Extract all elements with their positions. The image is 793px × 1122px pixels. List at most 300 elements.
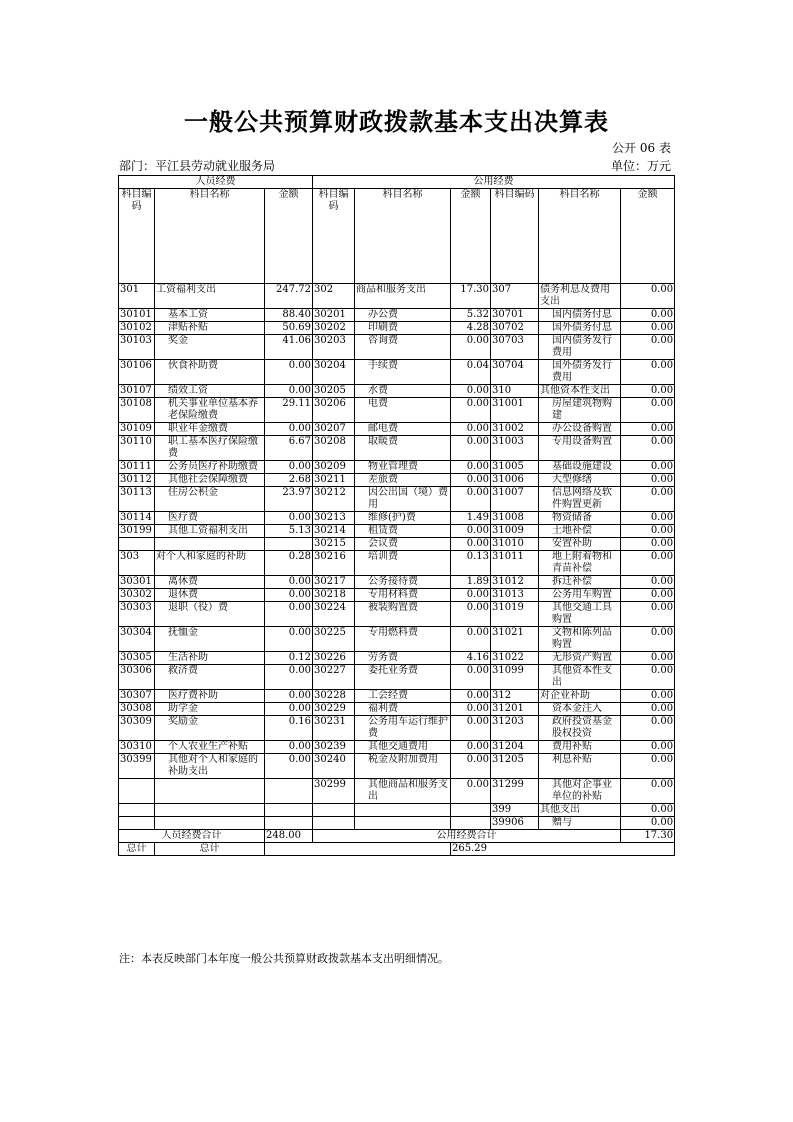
header-column-row: [119, 189, 675, 284]
cell-amount: 0.00: [621, 741, 675, 754]
cell-amount: 0.00: [451, 602, 491, 627]
cell-amount: 0.28: [265, 551, 313, 576]
cell-name: 被装购置费: [355, 602, 451, 627]
cell-name: 其他支出: [539, 804, 621, 817]
cell-name: 住房公积金: [155, 487, 265, 512]
cell-name: 土地补偿: [539, 525, 621, 538]
cell-name: 抚恤金: [155, 627, 265, 652]
cell-amount: 88.40: [265, 309, 313, 322]
cell-code: 301: [119, 284, 155, 309]
cell-code: 30114: [119, 512, 155, 525]
cell-name: 文物和陈列品购置: [539, 627, 621, 652]
header-group-row: [119, 176, 675, 189]
cell-name: 房屋建筑物购建: [539, 398, 621, 423]
cell-amount: 0.00: [451, 716, 491, 741]
cell-amount: [265, 817, 313, 830]
cell-amount: 0.00: [621, 335, 675, 360]
cell-code: 31019: [491, 602, 539, 627]
cell-name: 国内债务发行费用: [539, 335, 621, 360]
subtotal-row: [119, 830, 675, 843]
cell-name: 退职（役）费: [155, 602, 265, 627]
cell-amount: 0.00: [621, 703, 675, 716]
cell-name: 基本工资: [155, 309, 265, 322]
cell-code: 30107: [119, 385, 155, 398]
cell-name: 取暖费: [355, 436, 451, 461]
grand-total-label: 总计: [119, 843, 155, 856]
cell-amount: 0.00: [621, 817, 675, 830]
cell-amount: 0.00: [451, 703, 491, 716]
cell-name: 地上附着物和青苗补偿: [539, 551, 621, 576]
cell-amount: 0.00: [451, 665, 491, 690]
cell-amount: 0.00: [265, 589, 313, 602]
cell-code: [119, 817, 155, 830]
cell-amount: 0.00: [451, 461, 491, 474]
public-group-header: 公用经费: [313, 176, 675, 189]
cell-name: 赠与: [539, 817, 621, 830]
cell-code: 30202: [313, 322, 355, 335]
cell-amount: 0.00: [621, 436, 675, 461]
cell-name: 劳务费: [355, 652, 451, 665]
cell-amount: 0.00: [621, 538, 675, 551]
cell-name: 离休费: [155, 576, 265, 589]
cell-amount: 1.89: [451, 576, 491, 589]
table-row: [119, 512, 675, 525]
cell-name: 公务员医疗补助缴费: [155, 461, 265, 474]
table-row: [119, 525, 675, 538]
cell-name: 培训费: [355, 551, 451, 576]
cell-amount: 0.00: [621, 602, 675, 627]
cell-code: 31007: [491, 487, 539, 512]
cell-name: 会议费: [355, 538, 451, 551]
cell-name: 机关事业单位基本养老保险缴费: [155, 398, 265, 423]
public-total-value: 17.30: [621, 830, 675, 843]
cell-code: 30108: [119, 398, 155, 423]
cell-code: 30215: [313, 538, 355, 551]
cell-name: 伙食补助费: [155, 360, 265, 385]
cell-amount: 0.00: [451, 690, 491, 703]
cell-name: 维修(护)费: [355, 512, 451, 525]
cell-name: 退休费: [155, 589, 265, 602]
cell-code: 31204: [491, 741, 539, 754]
grand-total-row: [119, 843, 675, 856]
cell-amount: 0.00: [621, 754, 675, 779]
table-row: [119, 385, 675, 398]
cell-name: 其他交通工具购置: [539, 602, 621, 627]
cell-amount: 0.00: [265, 690, 313, 703]
cell-code: 307: [491, 284, 539, 309]
cell-code: 30224: [313, 602, 355, 627]
cell-name: 大型修缮: [539, 474, 621, 487]
cell-name: 物资储备: [539, 512, 621, 525]
table-row: [119, 423, 675, 436]
cell-code: 30205: [313, 385, 355, 398]
cell-code: 30213: [313, 512, 355, 525]
table-row: [119, 779, 675, 804]
cell-name: 医疗费: [155, 512, 265, 525]
cell-code: 30216: [313, 551, 355, 576]
cell-code: 31022: [491, 652, 539, 665]
cell-code: 399: [491, 804, 539, 817]
cell-amount: 0.16: [265, 716, 313, 741]
table-row: [119, 360, 675, 385]
cell-code: 31008: [491, 512, 539, 525]
cell-name: 奖励金: [155, 716, 265, 741]
col-name-header: 科目名称: [155, 189, 265, 284]
cell-code: 30110: [119, 436, 155, 461]
col-amount-header: 金额: [451, 189, 491, 284]
cell-code: 30106: [119, 360, 155, 385]
expenditure-table: [118, 175, 675, 856]
cell-amount: [451, 817, 491, 830]
cell-code: 310: [491, 385, 539, 398]
cell-code: 30109: [119, 423, 155, 436]
cell-amount: 0.00: [621, 309, 675, 322]
cell-code: 30207: [313, 423, 355, 436]
cell-code: 30229: [313, 703, 355, 716]
table-row: [119, 754, 675, 779]
table-row: [119, 335, 675, 360]
cell-name: [155, 817, 265, 830]
cell-code: 30310: [119, 741, 155, 754]
cell-name: 因公出国（境）费用: [355, 487, 451, 512]
cell-name: 个人农业生产补贴: [155, 741, 265, 754]
personnel-total-label: 人员经费合计: [119, 830, 265, 843]
table-row: [119, 487, 675, 512]
cell-code: 30199: [119, 525, 155, 538]
cell-code: 30303: [119, 602, 155, 627]
cell-code: 30239: [313, 741, 355, 754]
table-row: [119, 461, 675, 474]
table-row: [119, 322, 675, 335]
cell-code: 30399: [119, 754, 155, 779]
cell-name: 政府投资基金股权投资: [539, 716, 621, 741]
cell-code: 39906: [491, 817, 539, 830]
table-row: [119, 576, 675, 589]
cell-amount: 0.00: [265, 754, 313, 779]
cell-amount: 0.00: [451, 589, 491, 602]
department-label: 部门：平江县劳动就业服务局: [119, 159, 276, 173]
cell-code: 30702: [491, 322, 539, 335]
cell-name: [355, 804, 451, 817]
cell-name: 物业管理费: [355, 461, 451, 474]
cell-name: 办公设备购置: [539, 423, 621, 436]
cell-amount: 0.00: [621, 665, 675, 690]
table-row: [119, 398, 675, 423]
cell-name: 租赁费: [355, 525, 451, 538]
cell-name: 电费: [355, 398, 451, 423]
cell-name: [155, 779, 265, 804]
cell-name: 安置补助: [539, 538, 621, 551]
cell-name: 债务利息及费用支出: [539, 284, 621, 309]
cell-amount: 4.16: [451, 652, 491, 665]
cell-amount: 0.00: [621, 512, 675, 525]
cell-amount: 0.00: [451, 538, 491, 551]
cell-name: 公务接待费: [355, 576, 451, 589]
cell-name: 专用材料费: [355, 589, 451, 602]
cell-name: 福利费: [355, 703, 451, 716]
cell-amount: 0.00: [265, 461, 313, 474]
cell-name: 其他社会保障缴费: [155, 474, 265, 487]
cell-name: 工会经费: [355, 690, 451, 703]
cell-code: 30101: [119, 309, 155, 322]
table-row: [119, 716, 675, 741]
cell-code: 31001: [491, 398, 539, 423]
cell-name: 印刷费: [355, 322, 451, 335]
cell-amount: 5.32: [451, 309, 491, 322]
cell-name: 专用燃料费: [355, 627, 451, 652]
cell-name: 公务用车购置: [539, 589, 621, 602]
form-number: 公开 06 表: [612, 141, 671, 155]
cell-code: 30217: [313, 576, 355, 589]
cell-amount: 0.00: [621, 690, 675, 703]
cell-amount: 0.00: [451, 474, 491, 487]
col-code-header: 科目编码: [491, 189, 539, 284]
cell-amount: 0.00: [265, 741, 313, 754]
cell-amount: 1.49: [451, 512, 491, 525]
table-row: [119, 551, 675, 576]
cell-name: 国内债务付息: [539, 309, 621, 322]
col-name-header: 科目名称: [355, 189, 451, 284]
cell-name: 税金及附加费用: [355, 754, 451, 779]
cell-amount: 0.00: [265, 360, 313, 385]
cell-amount: 0.04: [451, 360, 491, 385]
cell-name: 公务用车运行维护费: [355, 716, 451, 741]
cell-amount: 6.67: [265, 436, 313, 461]
cell-amount: 0.00: [265, 385, 313, 398]
cell-amount: 2.68: [265, 474, 313, 487]
cell-code: 30227: [313, 665, 355, 690]
cell-code: 30301: [119, 576, 155, 589]
cell-amount: 0.00: [621, 576, 675, 589]
cell-code: 31299: [491, 779, 539, 804]
cell-code: 30304: [119, 627, 155, 652]
cell-code: 30240: [313, 754, 355, 779]
cell-amount: 0.00: [265, 665, 313, 690]
cell-amount: 0.00: [621, 461, 675, 474]
cell-name: 其他交通费用: [355, 741, 451, 754]
cell-amount: 0.00: [621, 487, 675, 512]
cell-code: 30299: [313, 779, 355, 804]
cell-amount: 0.00: [451, 779, 491, 804]
cell-amount: 0.00: [621, 360, 675, 385]
cell-code: 312: [491, 690, 539, 703]
cell-name: 资本金注入: [539, 703, 621, 716]
cell-amount: [265, 779, 313, 804]
cell-code: 31012: [491, 576, 539, 589]
cell-name: 其他对企事业单位的补贴: [539, 779, 621, 804]
cell-code: 31021: [491, 627, 539, 652]
cell-code: 30302: [119, 589, 155, 602]
cell-code: 31009: [491, 525, 539, 538]
table-row: [119, 690, 675, 703]
cell-code: 30211: [313, 474, 355, 487]
cell-name: 费用补贴: [539, 741, 621, 754]
cell-amount: 29.11: [265, 398, 313, 423]
cell-amount: 0.12: [265, 652, 313, 665]
cell-code: 30307: [119, 690, 155, 703]
cell-code: 30212: [313, 487, 355, 512]
cell-amount: 0.00: [451, 423, 491, 436]
cell-name: 其他资本性支出: [539, 665, 621, 690]
cell-amount: 0.00: [265, 627, 313, 652]
cell-name: 国外债务发行费用: [539, 360, 621, 385]
cell-code: 302: [313, 284, 355, 309]
cell-name: 助学金: [155, 703, 265, 716]
cell-name: 邮电费: [355, 423, 451, 436]
cell-amount: 0.00: [621, 652, 675, 665]
cell-code: 30228: [313, 690, 355, 703]
cell-code: 30309: [119, 716, 155, 741]
cell-name: 职业年金缴费: [155, 423, 265, 436]
cell-amount: 247.72: [265, 284, 313, 309]
cell-amount: 0.00: [451, 335, 491, 360]
cell-name: [355, 817, 451, 830]
cell-code: [313, 804, 355, 817]
cell-name: 救济费: [155, 665, 265, 690]
cell-code: 31005: [491, 461, 539, 474]
personnel-group-header: 人员经费: [119, 176, 313, 189]
cell-name: [155, 804, 265, 817]
cell-code: 30703: [491, 335, 539, 360]
cell-amount: 0.00: [451, 385, 491, 398]
cell-name: [155, 538, 265, 551]
cell-name: 专用设备购置: [539, 436, 621, 461]
cell-name: 医疗费补助: [155, 690, 265, 703]
cell-name: 国外债务付息: [539, 322, 621, 335]
table-row: [119, 309, 675, 322]
table-row: [119, 589, 675, 602]
cell-amount: 0.00: [451, 436, 491, 461]
col-amount-header: 金额: [621, 189, 675, 284]
table-note: 注：本表反映部门本年度一般公共预算财政拨款基本支出明细情况。: [119, 952, 449, 965]
cell-amount: 0.00: [265, 512, 313, 525]
col-code-header: 科目编码: [119, 189, 155, 284]
cell-amount: 0.00: [451, 754, 491, 779]
cell-name: 无形资产购置: [539, 652, 621, 665]
cell-name: 工资福利支出: [155, 284, 265, 309]
cell-amount: 0.00: [621, 525, 675, 538]
cell-amount: 0.00: [621, 804, 675, 817]
cell-name: 利息补贴: [539, 754, 621, 779]
cell-amount: 4.28: [451, 322, 491, 335]
unit-label: 单位：万元: [610, 159, 671, 173]
page-title: 一般公共预算财政拨款基本支出决算表: [184, 107, 609, 136]
cell-code: 303: [119, 551, 155, 576]
grand-total-label-2: 总计: [155, 843, 265, 856]
cell-amount: 0.00: [621, 423, 675, 436]
cell-amount: 0.00: [621, 474, 675, 487]
grand-total-value: 265.29: [451, 843, 675, 856]
personnel-total-value: 248.00: [265, 830, 313, 843]
cell-code: [119, 804, 155, 817]
cell-amount: 0.00: [451, 741, 491, 754]
cell-code: 30225: [313, 627, 355, 652]
col-amount-header: 金额: [265, 189, 313, 284]
cell-amount: 0.00: [265, 602, 313, 627]
cell-name: 其他商品和服务支出: [355, 779, 451, 804]
cell-name: 生活补助: [155, 652, 265, 665]
cell-code: 30214: [313, 525, 355, 538]
cell-amount: 0.00: [621, 322, 675, 335]
cell-amount: 0.00: [265, 576, 313, 589]
cell-code: 30206: [313, 398, 355, 423]
cell-code: [119, 538, 155, 551]
table-row: [119, 652, 675, 665]
cell-amount: [451, 804, 491, 817]
cell-name: 差旅费: [355, 474, 451, 487]
cell-amount: 0.13: [451, 551, 491, 576]
cell-amount: 0.00: [451, 487, 491, 512]
cell-name: 信息网络及软件购置更新: [539, 487, 621, 512]
cell-name: 对个人和家庭的补助: [155, 551, 265, 576]
cell-name: 对企业补助: [539, 690, 621, 703]
cell-code: 30102: [119, 322, 155, 335]
cell-amount: 0.00: [621, 627, 675, 652]
cell-amount: 0.00: [451, 627, 491, 652]
table-row: [119, 627, 675, 652]
cell-amount: 0.00: [621, 716, 675, 741]
cell-code: 31011: [491, 551, 539, 576]
table-row: [119, 284, 675, 309]
cell-code: 30111: [119, 461, 155, 474]
cell-code: [119, 779, 155, 804]
cell-name: 绩效工资: [155, 385, 265, 398]
cell-name: 基础设施建设: [539, 461, 621, 474]
cell-name: 职工基本医疗保险缴费: [155, 436, 265, 461]
cell-amount: 0.00: [451, 525, 491, 538]
cell-name: 津贴补贴: [155, 322, 265, 335]
cell-code: 31099: [491, 665, 539, 690]
cell-code: 31006: [491, 474, 539, 487]
cell-code: 30103: [119, 335, 155, 360]
cell-code: 31002: [491, 423, 539, 436]
cell-amount: 0.00: [451, 398, 491, 423]
cell-code: 31205: [491, 754, 539, 779]
cell-name: 其他资本性支出: [539, 385, 621, 398]
col-name-header: 科目名称: [539, 189, 621, 284]
table-row: [119, 703, 675, 716]
cell-amount: 0.00: [621, 284, 675, 309]
cell-amount: 0.00: [621, 385, 675, 398]
cell-amount: 0.00: [621, 398, 675, 423]
cell-name: 拆迁补偿: [539, 576, 621, 589]
cell-amount: 23.97: [265, 487, 313, 512]
cell-code: 30112: [119, 474, 155, 487]
cell-amount: 0.00: [621, 551, 675, 576]
table-row: [119, 804, 675, 817]
cell-code: 31010: [491, 538, 539, 551]
cell-name: 手续费: [355, 360, 451, 385]
cell-name: 水费: [355, 385, 451, 398]
cell-name: 商品和服务支出: [355, 284, 451, 309]
cell-code: 30226: [313, 652, 355, 665]
cell-name: 其他对个人和家庭的补助支出: [155, 754, 265, 779]
cell-code: 30305: [119, 652, 155, 665]
cell-amount: 41.06: [265, 335, 313, 360]
cell-code: 30231: [313, 716, 355, 741]
cell-code: 30306: [119, 665, 155, 690]
public-total-label: 公用经费合计: [313, 830, 621, 843]
grand-total-spacer: [265, 843, 451, 856]
cell-code: 31013: [491, 589, 539, 602]
table-row: [119, 538, 675, 551]
table-row: [119, 665, 675, 690]
cell-amount: 50.69: [265, 322, 313, 335]
col-code-header: 科目编码: [313, 189, 355, 284]
table-row: [119, 741, 675, 754]
cell-amount: [265, 538, 313, 551]
table-row: [119, 602, 675, 627]
